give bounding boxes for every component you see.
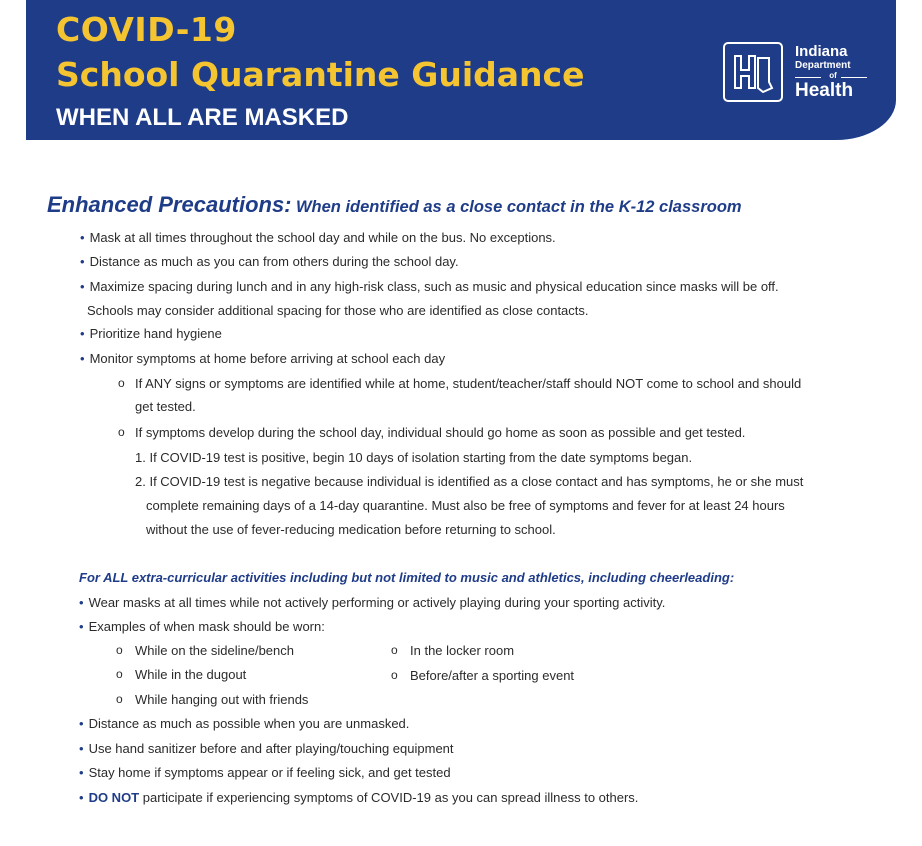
title-line-1: COVID-19 xyxy=(56,10,237,49)
numbered-item: 1. If COVID-19 test is positive, begin 10 days of isolation starting from the date symptoms began. xyxy=(135,450,693,465)
example-item: While in the dugout xyxy=(135,667,247,682)
example-item: In the locker room xyxy=(410,643,515,658)
numbered-item-continued: complete remaining days of a 14-day quarantine. Must also be free of symptoms and fever for at least 24 hours xyxy=(146,498,785,513)
example-item: While on the sideline/bench xyxy=(135,643,294,658)
list-item-continued: Schools may consider additional spacing for those who are identified as close contacts. xyxy=(87,303,589,318)
subtitle: WHEN ALL ARE MASKED xyxy=(56,104,349,131)
list-item: • Stay home if symptoms appear or if feeling sick, and get tested xyxy=(79,765,451,780)
sub-item-continued: get tested. xyxy=(135,399,196,414)
numbered-item: 2. If COVID-19 test is negative because individual is identified as a close contact and has symptoms, he or she must xyxy=(135,474,804,489)
list-item: • Wear masks at all times while not actively performing or actively playing during your sporting activity. xyxy=(79,595,665,610)
list-item: • Mask at all times throughout the school day and while on the bus. No exceptions. xyxy=(80,230,556,245)
list-item: • Maximize spacing during lunch and in any high-risk class, such as music and physical education since masks will be off. xyxy=(80,279,779,294)
list-item-do-not xyxy=(79,790,638,805)
list-item: • Prioritize hand hygiene xyxy=(80,326,222,341)
open-bullet-icon: o xyxy=(391,668,398,682)
open-bullet-icon: o xyxy=(118,425,125,439)
open-bullet-icon: o xyxy=(116,643,123,657)
indiana-map-icon xyxy=(723,42,783,102)
list-item: • Examples of when mask should be worn: xyxy=(79,619,325,634)
logo-line-2: Department xyxy=(795,60,851,71)
title-line-2: School Quarantine Guidance xyxy=(56,55,585,94)
sub-item: If symptoms develop during the school day, individual should go home as soon as possible and get tested. xyxy=(135,425,746,440)
list-item: • Distance as much as you can from others during the school day. xyxy=(80,254,459,269)
list-item: • Use hand sanitizer before and after playing/touching equipment xyxy=(79,741,454,756)
do-not-text: participate if experiencing symptoms of COVID-19 as you can spread illness to others. xyxy=(139,790,639,805)
list-item: • Monitor symptoms at home before arriving at school each day xyxy=(80,351,445,366)
extracurricular-heading: For ALL extra-curricular activities including but not limited to music and athletics, including cheerleading: xyxy=(79,570,735,585)
do-not-label: DO NOT xyxy=(88,790,140,805)
sub-item: If ANY signs or symptoms are identified while at home, student/teacher/staff should NOT come to school and should xyxy=(135,376,802,391)
example-item: Before/after a sporting event xyxy=(410,668,575,683)
list-item: • Distance as much as possible when you are unmasked. xyxy=(79,716,409,731)
heading-sub: When identified as a close contact in the K-12 classroom xyxy=(295,198,742,216)
numbered-item-continued: without the use of fever-reducing medication before returning to school. xyxy=(146,522,556,537)
logo-line-4: Health xyxy=(795,80,854,101)
logo-line-3: of xyxy=(795,72,871,80)
open-bullet-icon: o xyxy=(391,643,398,657)
isdh-logo xyxy=(723,42,873,104)
heading-main: Enhanced Precautions: xyxy=(47,192,292,217)
header-banner xyxy=(26,0,896,140)
open-bullet-icon: o xyxy=(116,692,123,706)
enhanced-precautions-heading xyxy=(47,192,742,218)
example-item: While hanging out with friends xyxy=(135,692,309,707)
open-bullet-icon: o xyxy=(116,667,123,681)
open-bullet-icon: o xyxy=(118,376,125,390)
logo-line-1: Indiana xyxy=(795,43,848,60)
